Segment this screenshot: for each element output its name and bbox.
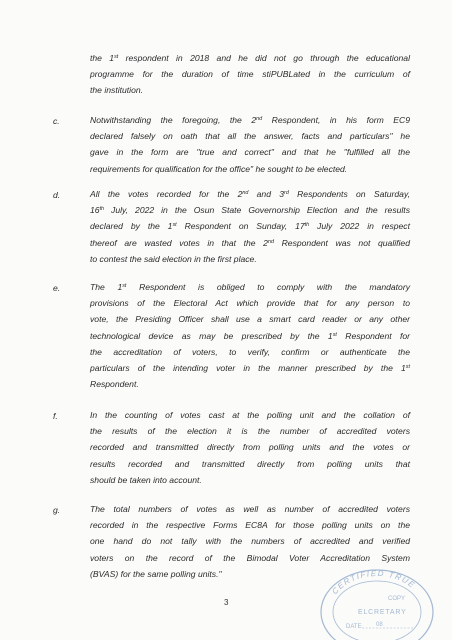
text-line: vote, the Presiding Officer shall use a smart card reader or any other	[90, 314, 410, 325]
text-line: provisions of the Electoral Act which provide that for any person to	[90, 298, 410, 309]
paragraph-marker-e: e.	[53, 283, 61, 293]
text-line: requirements for qualification for the office" he sought to be elected.	[90, 163, 348, 174]
certified-true-copy-stamp	[302, 562, 452, 640]
paragraph-marker-d: d.	[53, 190, 61, 200]
text-line: recorded and transmitted directly from polling units and the votes or	[90, 442, 410, 453]
paragraph-c	[90, 112, 410, 177]
paragraph-marker-f: f.	[53, 411, 58, 421]
text-line: to contest the said election in the first place.	[90, 253, 257, 264]
text-line: gave in the form are "true and correct" and that he "fulfilled all the	[90, 147, 410, 158]
text-line: All the votes recorded for the 2nd and 3rd Respondents on Saturday,	[90, 189, 410, 199]
text-line: The 1st Respondent is obliged to comply with the mandatory	[90, 282, 410, 292]
text-line: recorded in the respective Forms EC8A for those polling units on the	[90, 520, 410, 531]
text-line: voters on the record of the Bimodal Voter Accreditation System	[90, 552, 410, 563]
paragraph-e	[90, 279, 410, 392]
text-line: the 1st respondent in 2018 and he did not go through the educational	[90, 53, 410, 63]
paragraph-marker-c: c.	[53, 116, 60, 126]
text-line: particulars of the intending voter in the manner prescribed by the 1st	[90, 363, 410, 374]
text-line: declared by the 1st Respondent on Sunday, 17th July 2022 in respect	[90, 221, 410, 232]
text-line: In the counting of votes cast at the polling unit and the collation of	[90, 410, 410, 420]
text-line: programme for the duration of time stiPUBLated in the curriculum of	[90, 69, 410, 80]
text-line: (BVAS) for the same polling units."	[90, 568, 222, 579]
text-line: results recorded and transmitted directly from polling units that	[90, 458, 410, 469]
stamp-date-label: DATE	[346, 624, 362, 630]
text-line: the accreditation of voters, to verify, confirm or authenticate the	[90, 346, 410, 357]
text-line: one hand do not tally with the numbers of accredited and verified	[90, 536, 410, 547]
stamp-date-value: 08	[376, 622, 383, 628]
paragraph-f	[90, 407, 410, 488]
paragraph-continuation	[90, 50, 410, 99]
stamp-text-line: ELCRETARY	[358, 609, 407, 616]
stamp-text-mid: COPY	[388, 596, 406, 602]
text-line: the institution.	[90, 85, 144, 96]
text-line: Notwithstanding the foregoing, the 2nd Respondent, in his form EC9	[90, 115, 410, 125]
stamp-seal	[321, 569, 433, 640]
text-line: declared falsely on oath that all the answer, facts and particulars" he	[90, 131, 410, 142]
paragraph-marker-g: g.	[53, 505, 61, 515]
text-line: Respondent.	[90, 379, 139, 390]
page-number: 3	[224, 598, 229, 607]
text-line: should be taken into account.	[90, 474, 202, 485]
text-line: the results of the election it is the number of accredited voters	[90, 426, 410, 437]
paragraph-d	[90, 186, 410, 267]
text-line: 16th July, 2022 in the Osun State Governorship Election and the results	[90, 205, 410, 216]
text-line: technological device as may be prescribed by the 1st Respondent for	[90, 330, 411, 341]
stamp-text-top: CERTIFIED TRUE	[330, 568, 418, 597]
text-line: The total numbers of votes as well as number of accredited voters	[90, 504, 410, 514]
text-line: thereof are wasted votes in that the 2nd Respondent was not qualified	[90, 237, 410, 248]
